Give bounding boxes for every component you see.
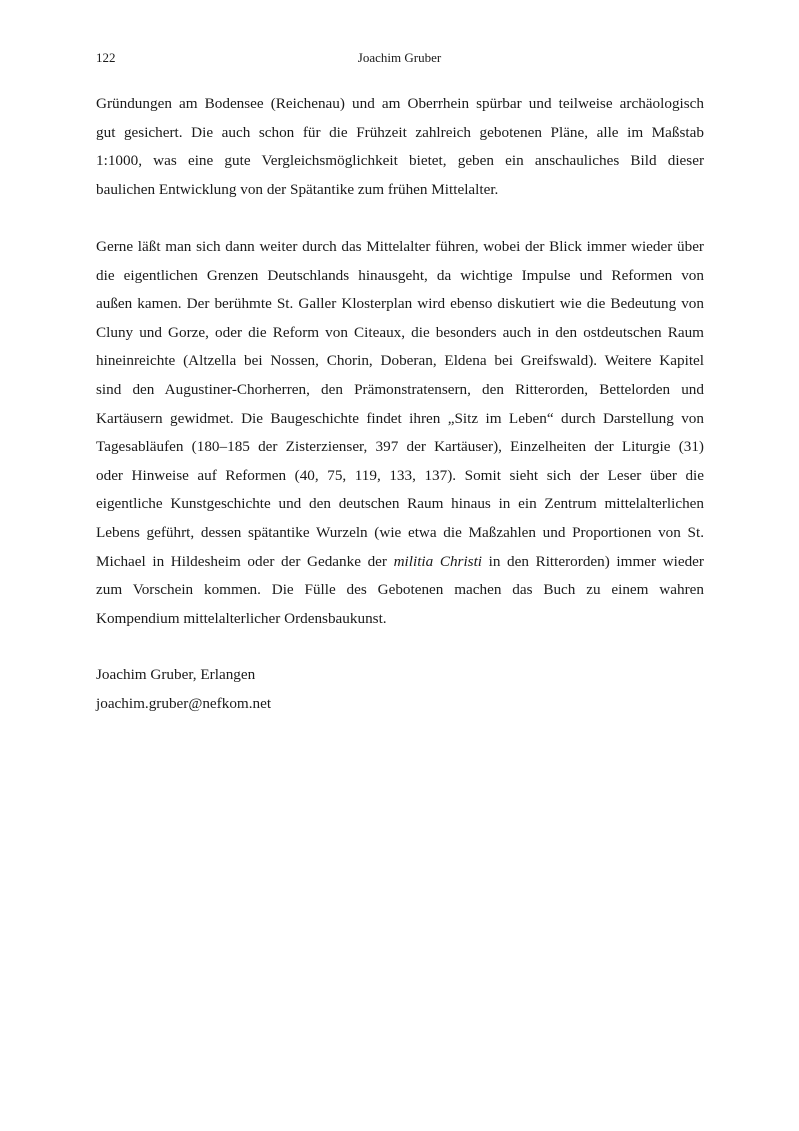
text-line — [96, 548, 704, 577]
text-line: eigentliche Kunstgeschichte und den deutschen Raum hinaus in ein Zentrum mittelalterlichen — [96, 495, 704, 513]
text-line: Tagesabläufen (180–185 der Zisterzienser, 397 der Kartäuser), Einzelheiten der Liturgie (31) — [96, 438, 704, 456]
text-line: die eigentlichen Grenzen Deutschlands hinausgeht, da wichtige Impulse und Reformen von — [96, 266, 704, 284]
author-email: joachim.gruber@nefkom.net — [96, 694, 272, 712]
text-line: oder Hinweise auf Reformen (40, 75, 119, 133, 137). Somit sieht sich der Leser über die — [96, 466, 704, 484]
text-line: gut gesichert. Die auch schon für die Frühzeit zahlreich gebotenen Pläne, alle im Maßstab — [96, 123, 704, 141]
text-line: baulichen Entwicklung von der Spätantike zum frühen Mittelalter. — [96, 180, 499, 198]
signature — [96, 661, 704, 718]
page-number: 122 — [96, 50, 116, 65]
text-line: 1:1000, was eine gute Vergleichsmöglichkeit bietet, geben ein anschauliches Bild dieser — [96, 152, 704, 170]
paragraph-1 — [96, 90, 704, 204]
text-line: hineinreichte (Altzella bei Nossen, Chorin, Doberan, Eldena bei Greifswald). Weitere Kapitel — [96, 352, 704, 370]
text-line: zum Vorschein kommen. Die Fülle des Gebotenen machen das Buch zu einem wahren — [96, 581, 704, 599]
text-line: Lebens geführt, dessen spätantike Wurzeln (wie etwa die Maßzahlen und Proportionen von St. — [96, 523, 704, 541]
text-line: Gerne läßt man sich dann weiter durch das Mittelalter führen, wobei der Blick immer wieder über — [96, 238, 704, 255]
text-line: Gründungen am Bodensee (Reichenau) und am Oberrhein spürbar und teilweise archäologisch — [96, 95, 704, 112]
text-segment: in den Ritterorden) immer wieder — [482, 552, 704, 570]
running-title: Joachim Gruber — [357, 50, 442, 65]
text-line: sind den Augustiner-Chorherren, den Prämonstratensern, den Ritterorden, Bettelorden und — [96, 380, 704, 398]
text-line: außen kamen. Der berühmte St. Galler Klosterplan wird ebenso diskutiert wie die Bedeutung von — [96, 295, 704, 313]
text-line: Kompendium mittelalterlicher Ordensbaukunst. — [96, 609, 387, 627]
text-segment: Michael in Hildesheim oder der Gedanke der — [96, 552, 394, 570]
paragraph-2 — [96, 233, 704, 633]
author-name: Joachim Gruber, Erlangen — [96, 666, 256, 683]
text-line: Kartäusern gewidmet. Die Baugeschichte findet ihren „Sitz im Leben“ durch Darstellung von — [96, 409, 704, 427]
text-line: Cluny und Gorze, oder die Reform von Citeaux, die besonders auch in den ostdeutschen Raum — [96, 323, 704, 341]
italic-term: militia Christi — [393, 552, 483, 570]
